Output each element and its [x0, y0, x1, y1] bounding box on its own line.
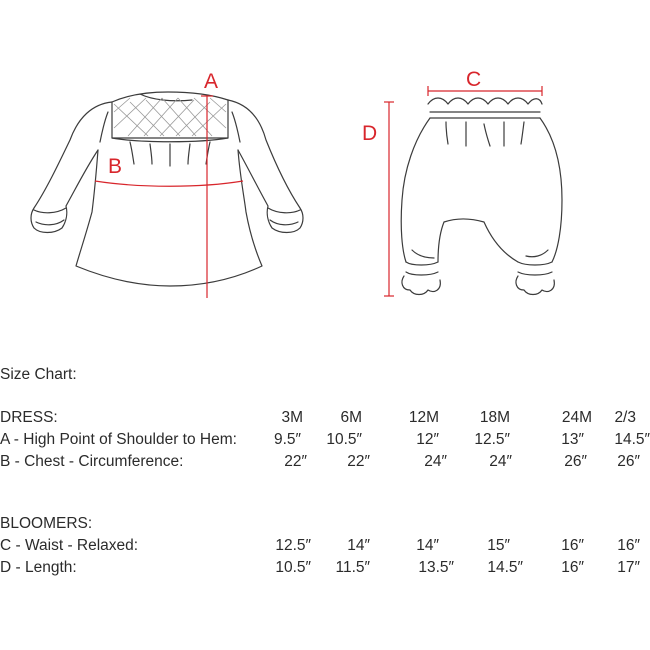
- label-c: C: [466, 68, 482, 91]
- measurement-diagram: [0, 0, 650, 320]
- bloomers-c-18m: 15″: [487, 537, 510, 554]
- bloomers-d-2-3: 17″: [617, 559, 640, 576]
- dress-b-12m: 24″: [424, 453, 447, 470]
- dress-row-a-label: A - High Point of Shoulder to Hem:: [0, 431, 237, 448]
- dress-b-2-3: 26″: [617, 453, 640, 470]
- dress-b-18m: 24″: [489, 453, 512, 470]
- smocking-pattern: [114, 98, 226, 136]
- bloomers-c-6m: 14″: [347, 537, 370, 554]
- size-header-24m: 24M: [561, 409, 592, 426]
- dress-b-24m: 26″: [564, 453, 587, 470]
- bloomers-d-6m: 11.5″: [335, 559, 370, 576]
- size-chart-title: Size Chart:: [0, 366, 77, 383]
- label-b: B: [108, 155, 123, 178]
- bloomers-d-12m: 13.5″: [418, 559, 454, 576]
- dress-a-6m: 10.5″: [326, 431, 362, 448]
- size-header-3m: 3M: [281, 409, 303, 426]
- bloomers-d-24m: 16″: [561, 559, 584, 576]
- bloomers-c-2-3: 16″: [617, 537, 640, 554]
- dress-b-3m: 22″: [284, 453, 307, 470]
- dress-heading: DRESS:: [0, 409, 58, 426]
- size-header-6m: 6M: [340, 409, 362, 426]
- measure-line-b: [95, 181, 243, 186]
- dress-row-b-label: B - Chest - Circumference:: [0, 453, 184, 470]
- label-a: A: [204, 70, 219, 93]
- dress-a-12m: 12″: [416, 431, 439, 448]
- bloomers-heading: BLOOMERS:: [0, 515, 93, 532]
- dress-b-6m: 22″: [347, 453, 370, 470]
- bloomers-c-24m: 16″: [561, 537, 584, 554]
- bloomers-d-3m: 10.5″: [275, 559, 311, 576]
- size-header-2-3: 2/3: [614, 409, 636, 426]
- bloomers-illustration: [401, 98, 562, 295]
- dress-a-24m: 13″: [561, 431, 584, 448]
- bloomers-c-12m: 14″: [416, 537, 439, 554]
- dress-a-18m: 12.5″: [474, 431, 510, 448]
- label-d: D: [362, 122, 378, 145]
- bloomers-row-c-label: C - Waist - Relaxed:: [0, 537, 139, 554]
- bloomers-d-18m: 14.5″: [487, 559, 523, 576]
- dress-a-3m: 9.5″: [273, 431, 301, 448]
- size-header-18m: 18M: [479, 409, 510, 426]
- dress-illustration: [31, 92, 303, 286]
- size-header-12m: 12M: [408, 409, 439, 426]
- bloomers-c-3m: 12.5″: [275, 537, 311, 554]
- dress-a-2-3: 14.5″: [614, 431, 650, 448]
- bloomers-row-d-label: D - Length:: [0, 559, 77, 576]
